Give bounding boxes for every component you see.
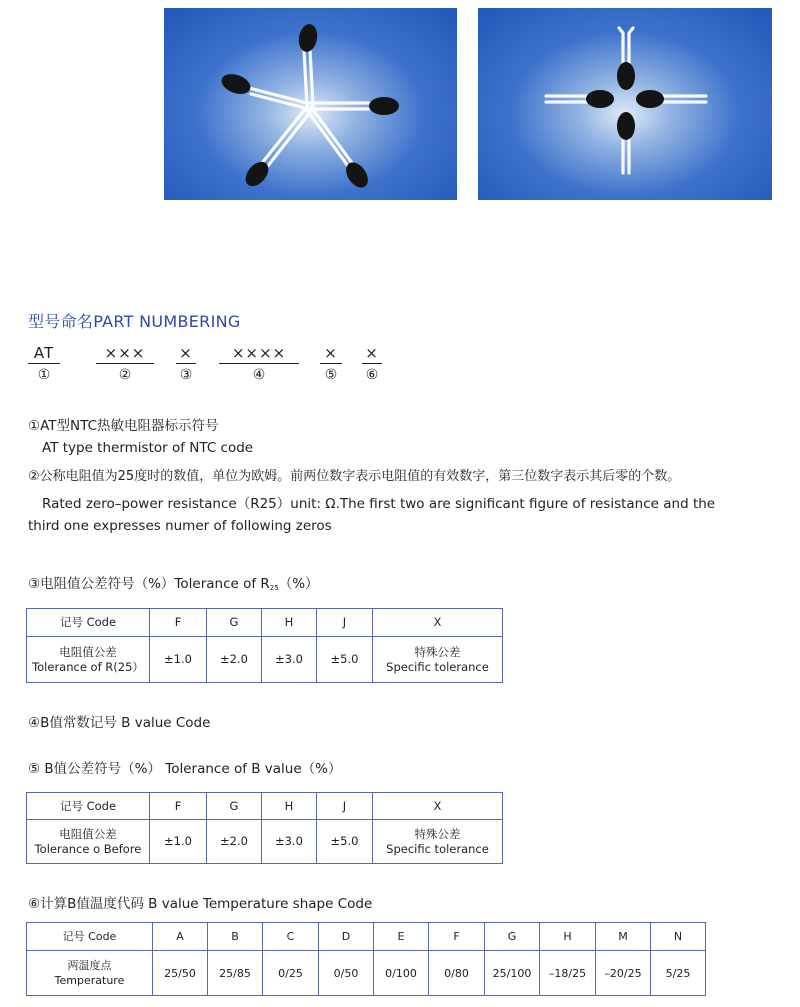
part-code-6 — [362, 343, 382, 384]
item2-cn: ②公称电阻值为25度时的数值，单位为欧姆。前两位数字表示电阻值的有效数字，第三位数字表示其后零的个数。 — [28, 469, 681, 484]
row-label-cn: 两温度点 — [67, 959, 112, 972]
item1-en: AT type thermistor of NTC code — [42, 440, 254, 456]
header-cell: J — [317, 609, 373, 637]
header-cell: M — [596, 923, 651, 951]
row-label-en: Temperature — [54, 974, 125, 987]
row-label — [27, 951, 153, 996]
special-cell — [373, 820, 503, 864]
part-code-index: ① — [37, 367, 51, 383]
table-row — [27, 820, 503, 864]
value-cell: 25/85 — [208, 951, 263, 996]
part-code-symbol: ×××× — [219, 343, 299, 364]
value-cell: ±5.0 — [317, 637, 373, 683]
item1-cn: ①AT型NTC热敏电阻器标示符号 — [28, 418, 219, 434]
value-cell: ±3.0 — [262, 637, 317, 683]
table-header-row — [27, 609, 503, 637]
part-code-5 — [320, 343, 342, 384]
header-cell: F — [150, 793, 207, 820]
table-row — [27, 951, 706, 996]
value-cell: –18/25 — [540, 951, 596, 996]
row-label — [27, 637, 150, 683]
part-code-2 — [96, 343, 154, 384]
item2-en-line1: Rated zero–power resistance（R25）unit: Ω.The first two are significant figure of resistance and the — [42, 496, 716, 512]
value-cell: ±2.0 — [207, 820, 262, 864]
value-cell: 0/80 — [429, 951, 485, 996]
item2-en-line2: third one expresses numer of following zeros — [28, 518, 332, 534]
header-cell: H — [262, 609, 317, 637]
value-cell: ±2.0 — [207, 637, 262, 683]
header-cell: G — [207, 793, 262, 820]
part-code-index: ④ — [252, 367, 266, 383]
special-cell — [373, 637, 503, 683]
thermistor-cross-illustration — [478, 8, 772, 200]
section3-title-subscript: 25 — [269, 584, 279, 592]
part-code-3 — [176, 343, 196, 384]
header-cell: X — [373, 609, 503, 637]
header-cell: C — [263, 923, 319, 951]
b-value-tolerance-table — [26, 792, 503, 864]
value-cell: –20/25 — [596, 951, 651, 996]
header-cell: D — [319, 923, 374, 951]
header-cell: X — [373, 793, 503, 820]
part-code-4 — [219, 343, 299, 384]
part-code-symbol: × — [320, 343, 342, 364]
section5-title: ⑤ B值公差符号（%） Tolerance of B value（%） — [28, 761, 342, 777]
part-code-index: ⑤ — [324, 367, 338, 383]
header-cell: H — [262, 793, 317, 820]
table-header-row — [27, 793, 503, 820]
special-en: Specific tolerance — [386, 659, 489, 674]
header-cell: A — [153, 923, 208, 951]
special-cn: 特殊公差 — [414, 826, 461, 841]
row-label-en: Tolerance of R(25） — [32, 659, 144, 674]
part-code-symbol: × — [362, 343, 382, 364]
product-photo-star — [164, 8, 457, 200]
header-cell: 记号 Code — [27, 923, 153, 951]
value-cell: ±3.0 — [262, 820, 317, 864]
value-cell: ±1.0 — [150, 637, 207, 683]
value-cell: 5/25 — [651, 951, 706, 996]
header-cell: 记号 Code — [27, 609, 150, 637]
part-code-index: ⑥ — [365, 367, 379, 383]
part-code-index: ② — [118, 367, 132, 383]
value-cell: 0/100 — [374, 951, 429, 996]
table-row — [27, 637, 503, 683]
section3-title-unit: （%） — [278, 576, 319, 592]
header-cell: F — [150, 609, 207, 637]
part-code-1 — [28, 343, 60, 384]
value-cell: 25/50 — [153, 951, 208, 996]
value-cell: 25/100 — [485, 951, 540, 996]
product-photo-cross — [478, 8, 772, 200]
header-cell: G — [207, 609, 262, 637]
part-code-symbol: × — [176, 343, 196, 364]
table-header-row — [27, 923, 706, 951]
header-cell: E — [374, 923, 429, 951]
special-cn: 特殊公差 — [414, 644, 461, 659]
value-cell: ±1.0 — [150, 820, 207, 864]
header-cell: B — [208, 923, 263, 951]
value-cell: 0/25 — [263, 951, 319, 996]
header-cell: G — [485, 923, 540, 951]
section4-title: ④B值常数记号 B value Code — [28, 715, 211, 731]
header-cell: J — [317, 793, 373, 820]
part-numbering-heading: 型号命名PART NUMBERING — [28, 312, 241, 331]
section6-title: ⑥计算B值温度代码 B value Temperature shape Code — [28, 896, 373, 912]
resistance-tolerance-table — [26, 608, 503, 683]
special-en: Specific tolerance — [386, 841, 489, 856]
header-cell: H — [540, 923, 596, 951]
row-label-cn: 电阻值公差 — [59, 826, 117, 841]
row-label-en: Tolerance o Before — [34, 841, 142, 856]
section3-title — [28, 572, 319, 592]
part-code-index: ③ — [179, 367, 193, 383]
temperature-code-table — [26, 922, 706, 996]
part-code-symbol: AT — [28, 343, 60, 364]
row-label-cn: 电阻值公差 — [59, 644, 117, 659]
part-code-symbol: ××× — [96, 343, 154, 364]
section3-title-text: ③电阻值公差符号（%）Tolerance of R — [28, 576, 270, 592]
row-label — [27, 820, 150, 864]
header-cell: 记号 Code — [27, 793, 150, 820]
value-cell: ±5.0 — [317, 820, 373, 864]
value-cell: 0/50 — [319, 951, 374, 996]
header-cell: F — [429, 923, 485, 951]
header-cell: N — [651, 923, 706, 951]
thermistor-star-illustration — [164, 8, 457, 200]
